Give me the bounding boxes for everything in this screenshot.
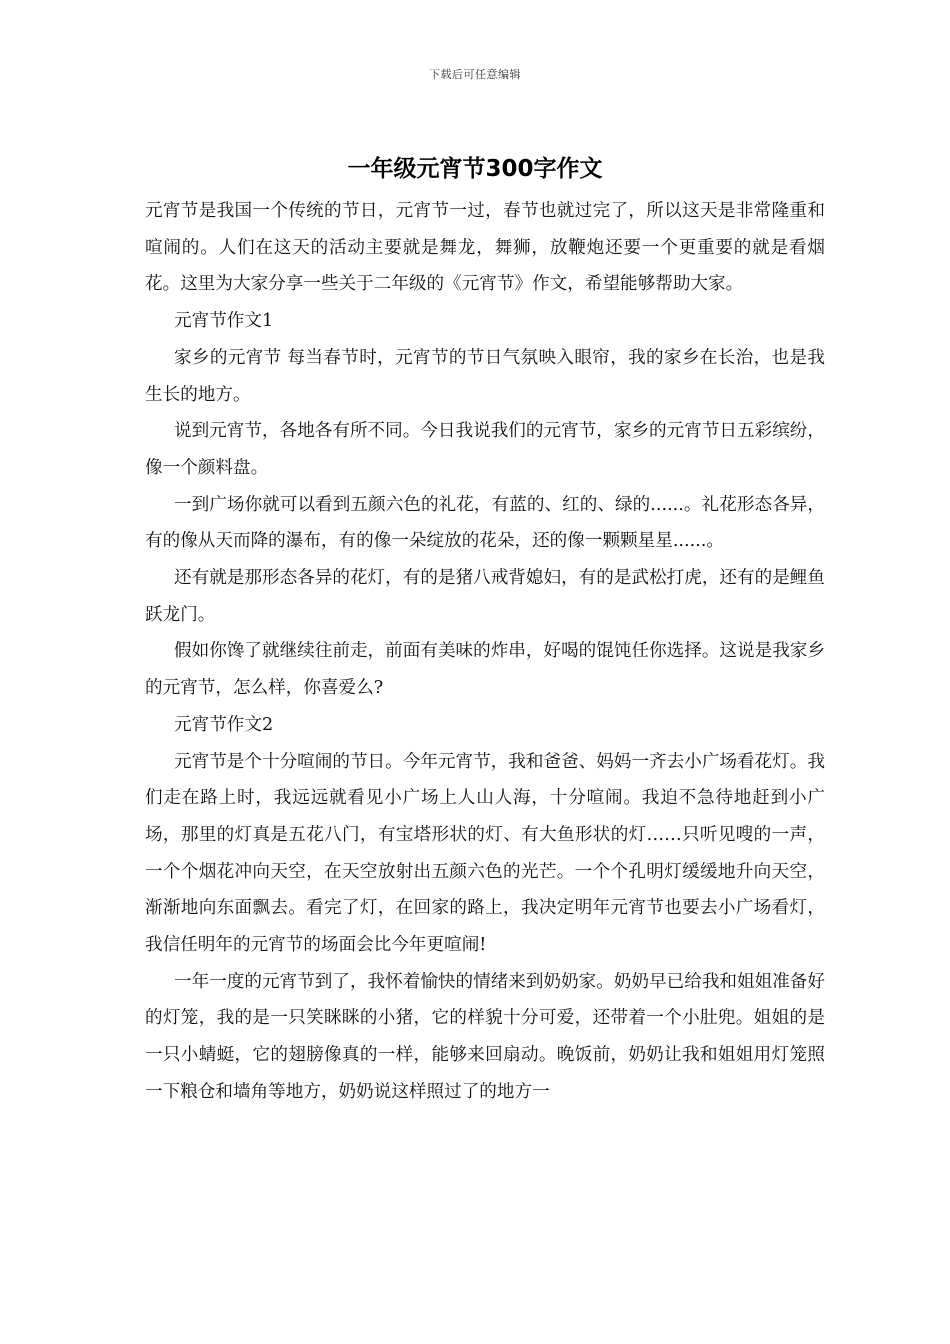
paragraph: 还有就是那形态各异的花灯，有的是猪八戒背媳妇，有的是武松打虎，还有的是鲤鱼跃龙门。 — [145, 568, 825, 625]
paragraph: 元宵节是个十分喧闹的节日。今年元宵节，我和爸爸、妈妈一齐去小广场看花灯。我们走在路上时，我远远就看见小广场上人山人海，十分喧闹。我迫不急待地赶到小广场，那里的灯真是五花八门，有宝塔形状的灯、有大鱼形状的灯……只听见嗖的一声，一个个烟花冲向天空，在天空放射出五颜六色的光芒。一个个孔明灯缓缓地升向天空，渐渐地向东面飘去。看完了灯，在回家的路上，我决定明年元宵节也要去小广场看灯，我信任明年的元宵节的场面会比今年更喧闹! — [145, 751, 825, 956]
paragraph: 一到广场你就可以看到五颜六色的礼花，有蓝的、红的、绿的......。礼花形态各异，有的像从天而降的瀑布，有的像一朵绽放的花朵，还的像一颗颗星星......。 — [145, 494, 825, 552]
essay-body — [145, 193, 825, 1111]
document-title: 一年级元宵节300字作文 — [347, 156, 603, 182]
header-note: 下载后可任意编辑 — [429, 68, 521, 81]
paragraph: 一年一度的元宵节到了，我怀着愉快的情绪来到奶奶家。奶奶早已给我和姐姐准备好的灯笼，我的是一只笑眯眯的小猪，它的样貌十分可爱，还带着一个小肚兜。姐姐的是一只小蜻蜓，它的翅膀像真的一样，能够来回扇动。晚饭前，奶奶让我和姐姐用灯笼照一下粮仓和墙角等地方，奶奶说这样照过了的地方一 — [145, 971, 825, 1102]
section-heading-1: 元宵节作文1 — [174, 311, 274, 332]
paragraph: 家乡的元宵节 每当春节时，元宵节的节日气氛映入眼帘，我的家乡在长治，也是我生长的地方。 — [145, 347, 825, 405]
paragraph: 说到元宵节，各地各有所不同。今日我说我们的元宵节，家乡的元宵节日五彩缤纷，像一个颜料盘。 — [145, 421, 825, 478]
section-heading-2: 元宵节作文2 — [174, 714, 274, 735]
paragraph: 假如你馋了就继续往前走，前面有美味的炸串，好喝的馄饨任你选择。这说是我家乡的元宵节，怎么样，你喜爱么? — [145, 641, 825, 699]
paragraph-intro: 元宵节是我国一个传统的节日，元宵节一过，春节也就过完了，所以这天是非常隆重和喧闹的。人们在这天的活动主要就是舞龙，舞狮，放鞭炮还要一个更重要的就是看烟花。这里为大家分享一些关于二年级的《元宵节》作文，希望能够帮助大家。 — [145, 201, 825, 295]
